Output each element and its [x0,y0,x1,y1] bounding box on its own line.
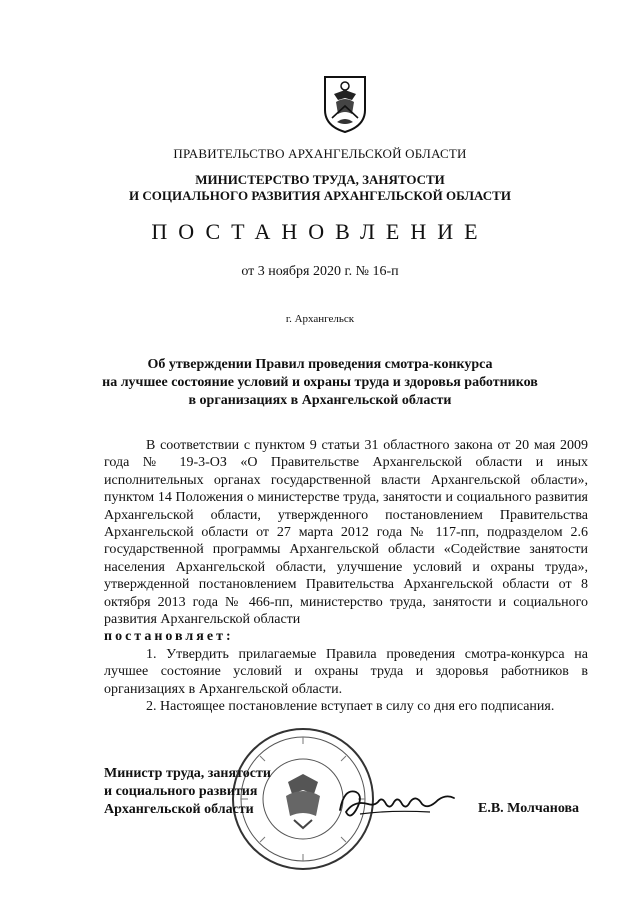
document-body [104,437,588,716]
document-title [0,356,640,410]
preamble-paragraph: В соответствии с пунктом 9 статьи 31 областного закона от 20 мая 2009 года № 19-3-ОЗ «О Правительстве Архангельской области и иных исполнительных органах государственной власти Архангельской области», пунктом 14 Положения о министерстве труда, занятости и социального развития Архангельской области, утвержденного постановлением Правительства Архангельской области от 27 марта 2012 года № 117-пп, подразделом 2.6 государственной программы Архангельской области «Содействие занятости населения Архангельской области, улучшение условий и охраны труда», утвержденной постановлением Правительства Архангельской области от 8 октября 2013 года № 466-пп, министерство труда, занятости и социального развития Архангельской области [104,438,588,628]
position-line-1: Министр труда, занятости [104,766,271,781]
handwritten-signature [330,770,460,830]
document-date-number: от 3 ноября 2020 г. № 16-п [241,264,399,279]
position-line-3: Архангельской области [104,802,254,817]
document-type: ПОСТАНОВЛЕНИЕ [151,219,489,244]
title-line-3: в организациях в Архангельской области [188,393,452,408]
signatory-name: Е.В. Молчанова [478,801,580,816]
signatory-position [104,765,271,819]
title-line-1: Об утверждении Правил проведения смотра-конкурса [147,357,493,372]
title-line-2: на лучшее состояние условий и охраны труда и здоровья работников [102,375,538,390]
item-1-paragraph: 1. Утвердить прилагаемые Правила проведения смотра-конкурса на лучшее состояние условий и охраны труда и здоровья работников в организациях в Архангельской области. [104,646,588,697]
coat-of-arms-icon [322,74,368,134]
ministry-name [0,172,640,204]
document-city: г. Архангельск [285,313,355,325]
item-2-paragraph: 2. Настоящее постановление вступает в силу со дня его подписания. [146,699,555,715]
resolves-word: постановляет: [104,629,234,645]
government-name: ПРАВИТЕЛЬСТВО АРХАНГЕЛЬСКОЙ ОБЛАСТИ [173,146,467,161]
ministry-line-2: И СОЦИАЛЬНОГО РАЗВИТИЯ АРХАНГЕЛЬСКОЙ ОБЛАСТИ [129,188,511,203]
position-line-2: и социального развития [104,784,258,799]
ministry-line-1: МИНИСТЕРСТВО ТРУДА, ЗАНЯТОСТИ [195,172,445,187]
